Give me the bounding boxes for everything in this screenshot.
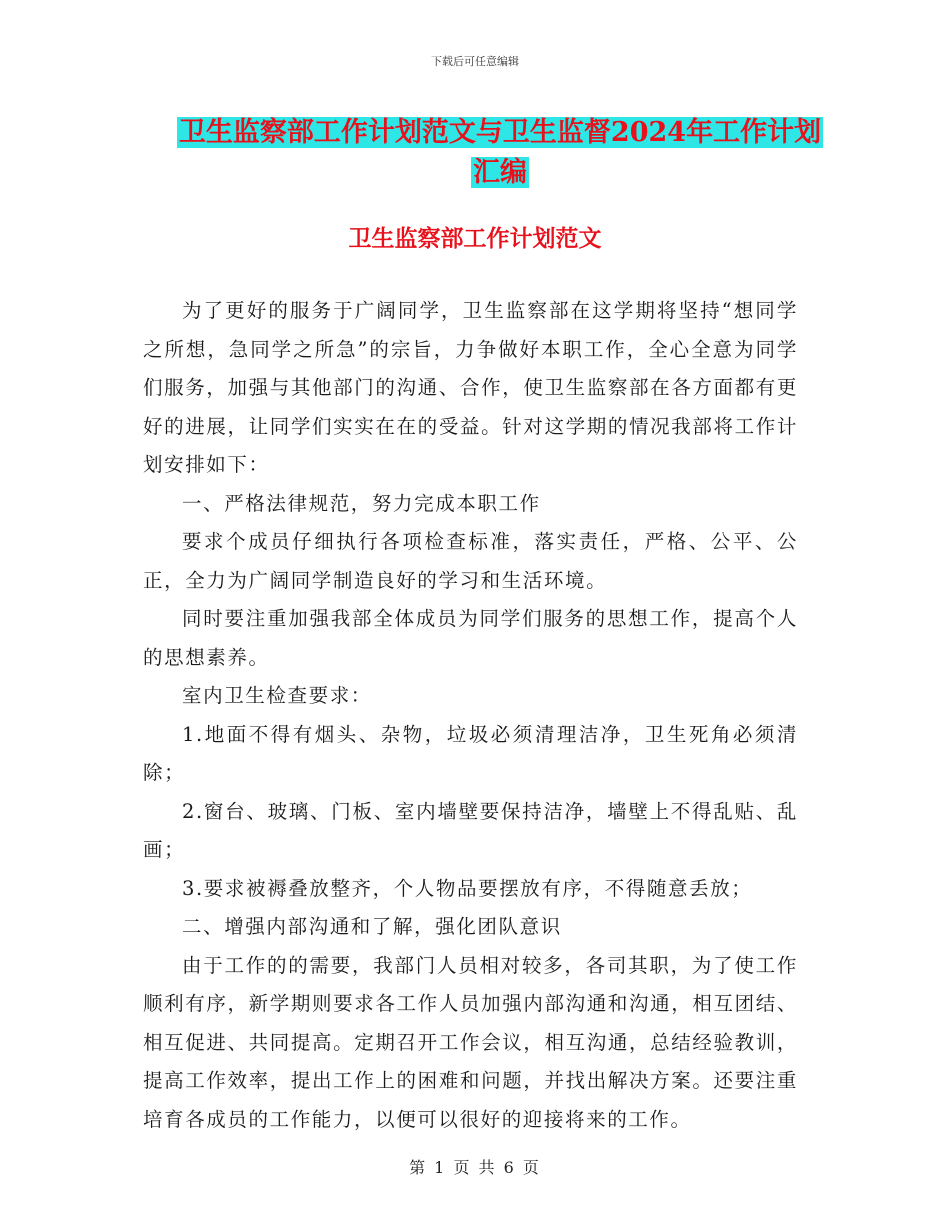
page-header: 下载后可任意编辑 [431,55,519,68]
paragraph: 为了更好的服务于广阔同学，卫生监察部在这学期将坚持“想同学之所想，急同学之所急”的宗旨，力争做好本职工作，全心全意为同学们服务，加强与其他部门的沟通、合作，使卫生监察部在各方面都有更好的进展，让同学们实实在在的受益。针对这学期的情况我部将工作计划安排如下： [143,299,798,476]
list-item: 1.地面不得有烟头、杂物，垃圾必须清理洁净，卫生死角必须清除； [143,722,798,784]
paragraph: 室内卫生检查要求： [182,684,372,707]
title-line1-text: 卫生监察部工作计划范文与卫生监督2024年工作计划 [178,117,822,148]
page-footer: 第 1 页 共 6 页 [409,1158,541,1177]
document-body [143,292,798,1139]
title-line2-text: 汇编 [473,157,527,188]
list-item: 3.要求被褥叠放整齐，个人物品要摆放有序，不得随意丢放； [182,876,753,900]
list-item: 2.窗台、玻璃、门板、室内墙壁要保持洁净，墙壁上不得乱贴、乱画； [143,799,798,861]
section-heading: 二、增强内部沟通和了解，强化团队意识 [182,915,562,938]
document-title-line2 [140,150,860,196]
section-title: 卫生监察部工作计划范文 [348,225,602,252]
paragraph: 由于工作的的需要，我部门人员相对较多，各司其职，为了使工作顺利有序，新学期则要求各工作人员加强内部沟通和沟通，相互团结、相互促进、共同提高。定期召开工作会议，相互沟通，总结经验教训，提高工作效率，提出工作上的困难和问题，并找出解决方案。还要注重培育各成员的工作能力，以便可以很好的迎接将来的工作。 [143,953,798,1131]
section-heading: 一、严格法律规范，努力完成本职工作 [182,491,541,515]
paragraph: 要求个成员仔细执行各项检查标准，落实责任，严格、公平、公正，全力为广阔同学制造良好的学习和生活环境。 [143,530,798,592]
paragraph: 同时要注重加强我部全体成员为同学们服务的思想工作，提高个人的思想素养。 [143,607,798,669]
